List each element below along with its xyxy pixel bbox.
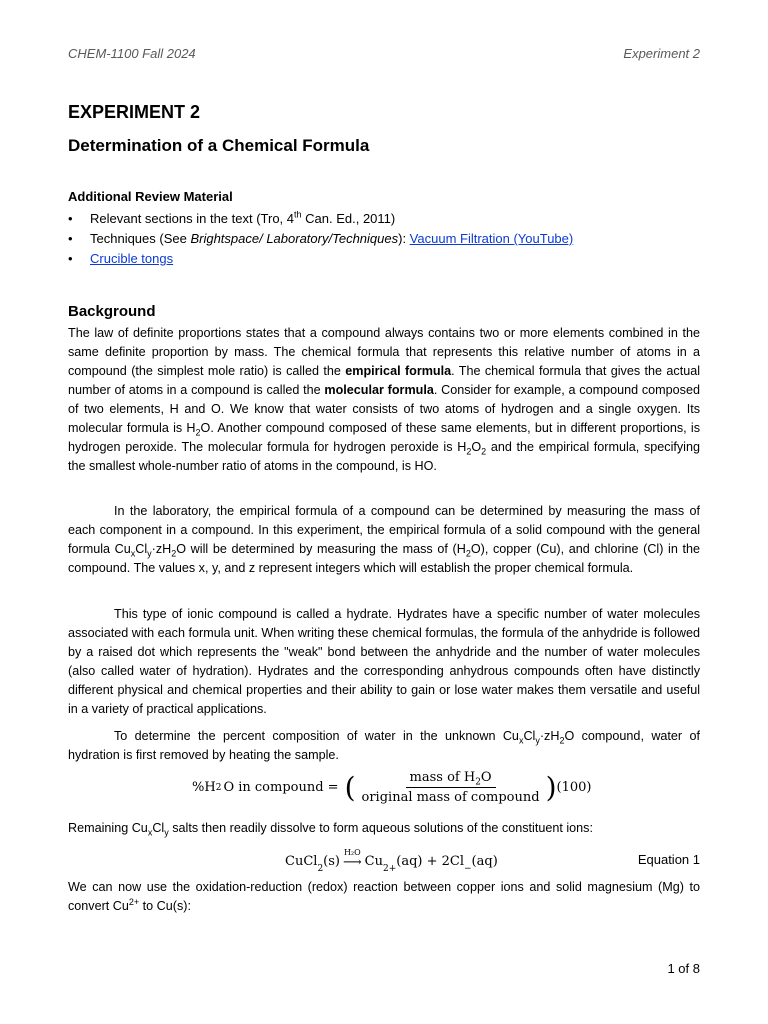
review-heading: Additional Review Material: [68, 189, 233, 204]
right-arrow-icon: ⟶: [343, 855, 362, 870]
review-list: [68, 209, 573, 269]
background-paragraph-4: To determine the percent composition of water in the unknown $Cu_xCl_y\cdot zH_2O$ compound, water of hydration is first removed by heating the sample.: [68, 729, 700, 762]
vacuum-filtration-link[interactable]: Vacuum Filtration (YouTube): [409, 231, 574, 246]
background-paragraph-6: We can now use the oxidation-reduction (redox) reaction between copper ions and solid magnesium (Mg) to convert $Cu^{2+}$ to Cu(s):: [68, 880, 700, 913]
close-paren: ): [545, 770, 557, 804]
crucible-tongs-link[interactable]: Crucible tongs: [90, 251, 174, 266]
bullet-icon: •: [68, 251, 73, 266]
bullet-icon: •: [68, 231, 73, 246]
dissolution-equation: CuCl 2 (s) H₂O ⟶ Cu 2+ (aq) + 2Cl − (aq): [285, 848, 498, 874]
header-experiment: Experiment 2: [623, 46, 700, 61]
background-paragraph-2: In the laboratory, the empirical formula of a compound can be determined by measuring the mass of each component in a compound. In this experiment, the empirical formula of a solid compound with the general formula $Cu_xCl_y\cdot zH_2O$ will be determined by measuring the mass of $(H_2O)$, copper (Cu), and chlorine (Cl) in the compound. The values x, y, and z represent integers which will establish the proper chemical formula.: [68, 504, 700, 575]
page-number: 1 of 8: [667, 961, 700, 976]
review-item-tongs: [68, 249, 573, 269]
open-paren: (: [344, 770, 356, 804]
equation-label: Equation 1: [637, 852, 700, 867]
review-item-text: • Relevant sections in the text (Tro, 4th Can. Ed., 2011): [68, 209, 573, 229]
percent-water-equation: %H 2 O in compound = ( $\frac{mass of H_2O}{\text{original mass of compound}}$ ) (100): [192, 770, 592, 805]
background-heading: Background: [68, 303, 156, 320]
review-item-techniques: • Techniques (See Brightspace/ Laboratory/Techniques): Vacuum Filtration (YouTube): [68, 229, 573, 249]
bullet-icon: •: [68, 211, 73, 226]
experiment-title: EXPERIMENT 2: [68, 102, 201, 122]
experiment-subtitle: Determination of a Chemical Formula: [68, 136, 370, 155]
reaction-arrow: H₂O ⟶: [343, 848, 362, 870]
background-paragraph-3: This type of ionic compound is called a hydrate. Hydrates have a specific number of water molecules associated with each formula unit. When writing these chemical formulas, the formula of the anhydride is followed by a raised dot which represents the "weak" bond between the anhydride and the number of water molecules (also called water of hydration). Hydrates and the corresponding anhydrous compounds often have distinctly different physical and chemical properties and their ability to gain or lose water makes them versatile and useful in a variety of practical applications.: [68, 607, 700, 716]
header-course: CHEM-1100 Fall 2024: [68, 46, 196, 61]
background-paragraph-5: Remaining $Cu_xCl_y$ salts then readily dissolve to form aqueous solutions of the constituent ions:: [68, 821, 593, 838]
background-paragraph-1: The law of definite proportions states that a compound always contains two or more elements combined in the same definite proportion by mass. The chemical formula that represents this relative number of atoms in a compound (the simplest mole ratio) is called the empirical formula. The chemical formula that gives the actual number of atoms in a compound is called the molecular formula. Consider for example, a compound composed of two elements, H and O. We know that water consists of two atoms of hydrogen and a single oxygen. Its molecular formula is $H_2O$. Another compound composed of these same elements, but in different proportions, is hydrogen peroxide. The molecular formula for hydrogen peroxide is $H_2O_2$ and the empirical formula, specifying the smallest whole-number ratio of atoms in the compound, is HO.: [68, 326, 700, 473]
fraction: $\frac{mass of H_2O}{\text{original mass of compound}}$: [361, 770, 540, 805]
